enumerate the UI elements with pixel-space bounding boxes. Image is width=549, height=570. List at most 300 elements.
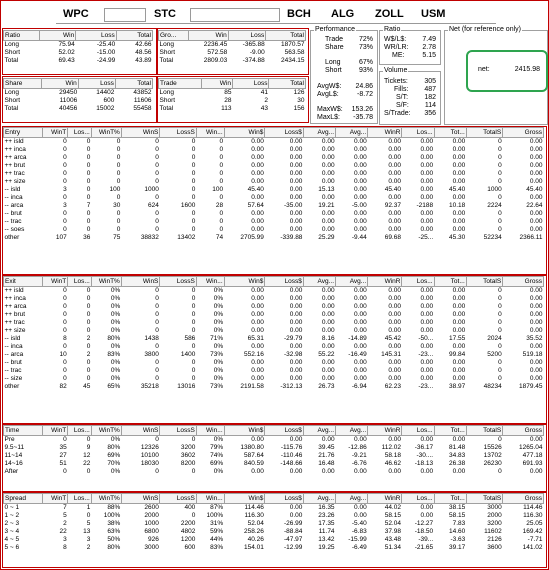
column-header[interactable]: TotalS [466,128,502,138]
table-cell: 0.00 [420,375,434,382]
column-header[interactable]: TotalS [466,494,502,504]
table-cell: -6.94 [351,383,367,390]
table-cell: 2 [86,544,91,551]
table-cell: 0.00 [321,162,335,169]
table-cell: 0 [155,311,159,318]
table-cell: 9.5~11 [4,444,25,451]
column-header[interactable]: Tot... [434,128,466,138]
table-cell: 74 [215,234,224,241]
table-cell: 0 [498,436,502,443]
table-cell: 3 [63,186,67,193]
table-cell: 0 [63,287,67,294]
table-cell: 0.00 [529,170,543,177]
table-cell: 0.00 [251,311,264,318]
table-cell: 0.00 [452,436,466,443]
table-cell: 0% [110,303,121,310]
column-header[interactable]: LossS [160,426,196,436]
column-header[interactable]: Los... [402,494,434,504]
table-cell: 519.18 [522,351,543,358]
ticker-slot-4[interactable] [190,8,280,22]
table-cell: 0.00 [354,178,367,185]
table-cell: 0.00 [452,359,466,366]
ticker-zoll[interactable]: ZOLL [375,8,404,20]
ticker-usm[interactable]: USM [421,8,446,20]
table-cell: 600 [184,544,196,551]
table-cell: 0.00 [388,154,401,161]
table-cell: 2 [63,520,67,527]
entry-table [3,127,544,242]
column-header[interactable]: TotalS [466,426,502,436]
column-header[interactable]: Loss$ [265,494,304,504]
table-cell: 0.00 [529,146,543,153]
table-cell: 0 [116,194,121,201]
column-header[interactable]: Gross [503,426,544,436]
table-cell: -6.76 [351,460,367,467]
table-cell: 43.48 [384,536,401,543]
table-cell: 0.00 [420,367,434,374]
table-cell: -15.99 [348,536,367,543]
table-cell: 0.00 [321,138,335,145]
table-cell: 0.00 [452,218,466,225]
column-header[interactable]: Time [4,426,43,436]
column-header[interactable]: Gross [503,494,544,504]
table-cell: 0 [86,436,91,443]
table-cell: 0 [155,359,159,366]
table-row [4,162,544,170]
table-cell: 0 [86,327,91,334]
table-cell: 0.00 [354,504,367,511]
table-cell: 0 [116,146,121,153]
column-header[interactable]: LossS [160,494,196,504]
table-cell: 0.00 [388,170,401,177]
column-header[interactable]: Loss$ [265,426,304,436]
table-cell: 0 [498,146,502,153]
table-cell: 400 [184,504,196,511]
table-cell: 50% [107,536,121,543]
table-cell: 0 [191,186,196,193]
table-cell: 0.00 [321,327,335,334]
table-cell: -18.50 [414,528,434,535]
table-cell: 0% [213,303,224,310]
column-header[interactable]: LossS [160,128,196,138]
volume-group: Volume Tickets: 305 Fills: 487 S/T: 182 S/F: 114 S/Trade: 356 [379,71,441,125]
column-header[interactable]: Los... [68,277,92,287]
table-cell: 38832 [140,234,159,241]
table-cell: 0 [219,178,224,185]
table-cell: -- brut [4,210,22,217]
table-cell: 0 [86,359,91,366]
table-cell: 0 [86,303,91,310]
table-cell: 2224 [487,202,502,209]
table-cell: 22.64 [526,202,543,209]
table-cell: 52.04 [384,520,401,527]
table-cell: 0.00 [251,367,264,374]
table-cell: 0 [63,170,67,177]
table-cell: 552.16 [243,351,264,358]
column-header[interactable]: Los... [68,494,92,504]
table-cell: 100 [109,186,121,193]
column-header[interactable]: Avg... [336,426,368,436]
table-cell: 0 ~ 1 [4,504,20,511]
table-cell: 116.30 [244,512,264,519]
table-cell: 0.00 [251,138,264,145]
column-header[interactable]: WinT [42,494,68,504]
table-cell: 0.00 [420,512,434,519]
table-cell: 0.00 [251,468,264,475]
table-cell: 0 [191,319,196,326]
table-cell: 0 [155,303,159,310]
table-cell: 44.02 [384,504,401,511]
table-cell: 0 [63,367,67,374]
column-header[interactable]: Los... [402,426,434,436]
table-cell: 17.35 [318,520,335,527]
table-cell: 0 [86,295,91,302]
table-cell: 0% [110,375,121,382]
table-cell: -- arca [4,351,24,358]
table-cell: 0 [86,287,91,294]
table-row [4,351,544,359]
table-cell: 0 [86,311,91,318]
column-header[interactable]: Win... [196,128,224,138]
table-cell: 0 [155,436,159,443]
table-cell: 39.17 [448,544,466,551]
table-cell: 112.02 [381,444,401,451]
table-row: Short 572.58 -9.00 563.58 [159,49,305,56]
column-header[interactable]: Exit [4,277,43,287]
column-header[interactable]: Los... [402,128,434,138]
table-cell: 3600 [487,544,502,551]
table-cell: 73% [210,351,224,358]
table-cell: 0 [116,218,121,225]
ticker-slot-2[interactable] [104,8,146,22]
table-cell: -5.00 [351,202,367,209]
column-header[interactable]: WinT% [91,277,121,287]
column-header[interactable]: Tot... [434,494,466,504]
ticker-wpc[interactable]: WPC [63,8,89,20]
table-cell: 1 ~ 2 [4,512,20,519]
table-cell: ++ brut [4,311,26,318]
table-cell: 0 [155,287,159,294]
column-header[interactable]: WinT [42,277,68,287]
table-cell: 5 ~ 6 [4,544,20,551]
table-cell: 0.00 [289,146,303,153]
column-header[interactable]: Win$ [224,426,265,436]
exit-table [3,276,544,391]
table-cell: 3200 [180,444,196,451]
table-cell: 0.00 [529,154,543,161]
table-cell: -26.99 [283,520,303,527]
column-header[interactable]: Los... [68,426,92,436]
table-cell: 35.52 [526,335,543,342]
table-cell: 0.00 [420,218,434,225]
table-cell: 27 [59,452,67,459]
table-cell: 83% [107,351,121,358]
table-cell: 0 [498,154,502,161]
table-cell: 0 [155,162,159,169]
table-cell: 2126 [487,536,502,543]
table-cell: 0.00 [289,359,303,366]
table-header [4,494,544,504]
table-cell: 0.00 [420,194,434,201]
table-cell: 0.00 [289,319,303,326]
column-header[interactable]: WinR [368,128,402,138]
table-cell: 0.00 [529,226,543,233]
table-cell: 0.00 [529,327,543,334]
table-cell: 0 [63,154,67,161]
table-cell: 0.00 [420,146,434,153]
table-cell: 0.00 [354,327,367,334]
table-cell: 0.00 [529,138,543,145]
column-header[interactable]: Tot... [434,277,466,287]
column-header[interactable]: Win$ [224,277,265,287]
table-cell: 0.00 [420,154,434,161]
table-cell: 1438 [144,335,159,342]
table-cell: 586 [184,335,196,342]
table-cell: 0 [63,319,67,326]
table-cell: 587.64 [243,452,264,459]
table-cell: 100 [212,186,224,193]
column-header[interactable]: WinT [42,426,68,436]
table-cell: -- isld [4,335,21,342]
table-cell: 0.00 [452,287,466,294]
table-cell: 0 [63,210,67,217]
table-cell: 48234 [483,383,502,390]
table-cell: 0.00 [529,178,543,185]
table-cell: 0 [63,375,67,382]
column-header[interactable]: WinS [121,128,160,138]
table-cell: 0 [86,226,91,233]
table-cell: 0.00 [321,375,335,382]
table-cell: 0 [86,512,91,519]
table-cell: 38% [107,520,121,527]
table-cell: 0.00 [321,311,335,318]
table-cell: 0 [498,194,502,201]
table-cell: 0.00 [289,303,303,310]
table-cell: 0.00 [420,138,434,145]
column-header[interactable]: WinT [42,128,68,138]
table-cell: 0.00 [354,319,367,326]
column-header[interactable]: WinT% [91,128,121,138]
ratio-table: Ratio Win Loss Total Long 75.94 -25.40 42.66 Short 52.02 -15.00 48.56 Total 69.43 -24.99 43.89 [4,31,152,64]
table-cell: 0.00 [251,436,264,443]
column-header[interactable]: Tot... [434,426,466,436]
column-header[interactable]: WinS [121,494,160,504]
table-cell: 0.00 [289,287,303,294]
table-cell: 0 [86,186,91,193]
table-cell: 0 [63,436,67,443]
table-cell: ++ brut [4,162,26,169]
table-cell: 0 [191,468,196,475]
table-cell: 0 [498,311,502,318]
table-row [4,138,544,147]
table-cell: 1200 [180,536,196,543]
column-header[interactable]: Avg... [303,494,335,504]
column-header[interactable]: LossS [160,277,196,287]
table-cell: 0 [498,162,502,169]
table-cell: 38.97 [448,383,466,390]
column-header[interactable]: Avg... [336,494,368,504]
table-cell: 1600 [180,202,196,209]
column-header[interactable]: WinR [368,494,402,504]
column-header[interactable]: WinS [121,426,160,436]
ticker-bch[interactable]: BCH [287,8,311,20]
table-cell: 0.00 [452,226,466,233]
table-cell: 0% [110,287,121,294]
table-cell: 0 [86,210,91,217]
column-header[interactable]: Entry [4,128,43,138]
gross-table: Gro... Win Loss Total Long 2236.45 -365.88 1870.57 Short 572.58 -9.00 563.58 Total 2809.03 -374.88 2434.15 [159,31,305,64]
table-cell: 0 [219,162,224,169]
table-cell: 45.40 [247,186,264,193]
table-cell: 5 [63,512,67,519]
column-header[interactable]: WinT% [91,426,121,436]
column-header[interactable]: Spread [4,494,43,504]
table-row: Total 69.43 -24.99 43.89 [4,57,152,64]
table-cell: 0 [191,210,196,217]
table-cell: 145.31 [381,351,401,358]
table-cell: 10.18 [448,202,466,209]
table-cell: 13702 [483,452,502,459]
table-cell: 0.00 [321,218,335,225]
table-cell: 0 [155,154,159,161]
column-header[interactable]: WinR [368,426,402,436]
table-cell: 0% [110,295,121,302]
column-header[interactable]: Avg... [303,128,335,138]
table-cell: 0 [155,218,159,225]
table-row [4,311,544,319]
table-cell: 0.00 [388,436,401,443]
column-header[interactable]: Los... [402,277,434,287]
table-cell: 0% [213,311,224,318]
table-cell: 0 [191,359,196,366]
column-header[interactable]: Loss$ [265,128,304,138]
table-row [4,202,544,210]
column-header[interactable]: TotalS [466,277,502,287]
table-cell: 0 [219,138,224,145]
table-cell: 0 [86,343,91,350]
table-cell: 0.00 [354,226,367,233]
table-cell: 0.00 [452,178,466,185]
table-cell: 0 [155,295,159,302]
table-row: Short 28 2 30 [159,97,305,104]
column-header[interactable]: Win... [196,426,224,436]
table-row [4,460,544,468]
table-cell: 0.00 [388,295,401,302]
table-cell: 40.26 [247,536,264,543]
column-header[interactable]: Avg... [336,277,368,287]
table-cell: 14.60 [448,528,466,535]
column-header[interactable]: WinS [121,277,160,287]
table-cell: 0 [191,367,196,374]
performance-group: Performance Trade 72% Share 73% Long 67% Short 93% AvgW$: 24.86 AvgL$: -8.72 MaxW$: 153.26 MaxL$: -35.78 [310,30,378,124]
table-cell: 58.15 [448,512,466,519]
table-cell: 17.55 [448,335,466,342]
table-cell: 0 [155,170,159,177]
column-header[interactable]: Avg... [303,426,335,436]
table-cell: -- inca [4,343,23,350]
table-cell: 10100 [140,452,159,459]
table-cell: 0 [219,146,224,153]
table-cell: 0 [191,327,196,334]
table-cell: 0 [191,311,196,318]
table-cell: 57.64 [247,202,264,209]
column-header[interactable]: Avg... [303,277,335,287]
table-cell: other [4,383,20,390]
table-cell: 141.02 [522,544,543,551]
table-cell: 116.30 [523,512,543,519]
table-cell: 3 ~ 4 [4,528,20,535]
table-row [4,383,544,391]
table-cell: 45.42 [384,335,401,342]
column-header[interactable]: Gross [503,277,544,287]
table-cell: 0.00 [388,178,401,185]
table-cell: 0.00 [420,226,434,233]
table-cell: 7 [86,202,91,209]
column-header[interactable]: Win$ [224,128,265,138]
table-row [4,319,544,327]
table-cell: 0.00 [420,468,434,475]
table-row: Total 2809.03 -374.88 2434.15 [159,57,305,64]
column-header[interactable]: Win$ [224,494,265,504]
column-header[interactable]: Win... [196,277,224,287]
column-header[interactable]: Win... [196,494,224,504]
table-cell: 0.00 [289,327,303,334]
column-header[interactable]: Loss$ [265,277,304,287]
table-cell: 0% [110,367,121,374]
table-cell: 0.00 [251,162,264,169]
table-cell: 0 [191,436,196,443]
table-cell: 477.18 [522,452,543,459]
table-cell: 0.00 [289,512,303,519]
table-cell: 0 [155,468,159,475]
table-cell: 0 [86,154,91,161]
column-header[interactable]: WinR [368,277,402,287]
table-cell: 0.00 [251,303,264,310]
table-cell: 52.04 [247,520,264,527]
column-header[interactable]: Avg... [336,128,368,138]
table-cell: 0.00 [529,343,543,350]
table-cell: 35218 [140,383,159,390]
table-cell: 0 [155,194,159,201]
column-header[interactable]: Gross [503,128,544,138]
ticker-stc[interactable]: STC [154,8,176,20]
column-header[interactable]: WinT% [91,494,121,504]
table-cell: 52234 [483,234,502,241]
column-header[interactable]: Los... [68,128,92,138]
table-cell: 0.00 [420,162,434,169]
ticker-alg[interactable]: ALG [331,8,355,20]
table-cell: 0.00 [420,327,434,334]
table-cell: 0% [110,311,121,318]
table-cell: 0.00 [452,154,466,161]
table-row [4,544,544,552]
table-cell: 0 [219,154,224,161]
table-row [4,359,544,367]
table-cell: 0.00 [251,295,264,302]
table-cell: 0 [86,162,91,169]
table-row [4,186,544,194]
table-cell: 0.00 [388,303,401,310]
table-cell: 0.00 [354,146,367,153]
table-cell: 0.00 [354,468,367,475]
table-cell: 0 [498,359,502,366]
table-cell: 0.00 [388,359,401,366]
table-cell: 0.00 [529,287,543,294]
table-cell: 0.00 [289,170,303,177]
table-cell: -18.13 [414,460,434,467]
table-cell: 0.00 [452,162,466,169]
table-cell: 0 [63,146,67,153]
